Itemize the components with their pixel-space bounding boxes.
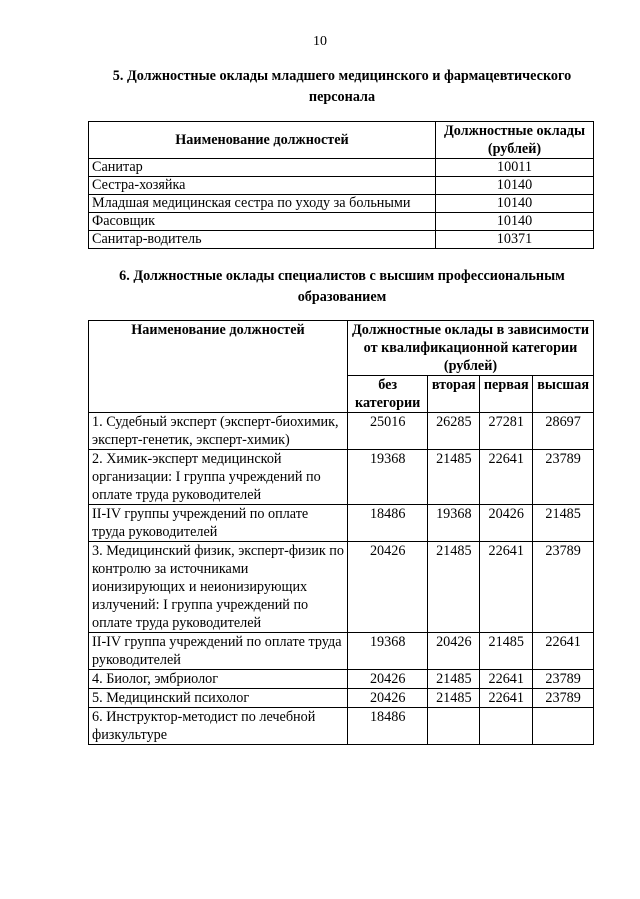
- salary-cell: 10011: [436, 159, 594, 177]
- salary-no-category-cell: 19368: [348, 633, 428, 670]
- position-name-cell: 1. Судебный эксперт (эксперт-биохимик, эксперт-генетик, эксперт-химик): [89, 413, 348, 450]
- table-row: [89, 450, 594, 505]
- section5-title: 5. Должностные оклады младшего медицинского и фармацевтического персонала: [112, 68, 572, 105]
- table-header-row: [89, 321, 594, 376]
- position-name-cell: 6. Инструктор-методист по лечебной физкультуре: [89, 708, 348, 745]
- salary-first-category-cell: 21485: [480, 633, 533, 670]
- salary-highest-category-cell: 21485: [533, 505, 594, 542]
- salary-second-category-cell: 20426: [428, 633, 480, 670]
- table-row: [89, 689, 594, 708]
- table-row: [89, 195, 594, 213]
- table-row: [89, 670, 594, 689]
- salary-no-category-cell: 20426: [348, 542, 428, 633]
- salary-first-category-cell: 27281: [480, 413, 533, 450]
- column-header-no-category: без категории: [348, 376, 428, 413]
- position-name-cell: Фасовщик: [89, 213, 436, 231]
- salary-second-category-cell: 21485: [428, 450, 480, 505]
- table-row: [89, 413, 594, 450]
- position-name-cell: II-IV группы учреждений по оплате труда руководителей: [89, 505, 348, 542]
- salary-highest-category-cell: 22641: [533, 633, 594, 670]
- column-header-salary: Должностные оклады в зависимости от квалификационной категории (рублей): [348, 321, 594, 376]
- salary-first-category-cell: 22641: [480, 542, 533, 633]
- salary-highest-category-cell: 23789: [533, 689, 594, 708]
- column-header-highest-category: высшая: [533, 376, 594, 413]
- salary-second-category-cell: 21485: [428, 542, 480, 633]
- table-row: [89, 708, 594, 745]
- salary-no-category-cell: 18486: [348, 708, 428, 745]
- table-row: [89, 177, 594, 195]
- junior-staff-salary-table: [88, 121, 594, 249]
- salary-second-category-cell: [428, 708, 480, 745]
- table-row: [89, 159, 594, 177]
- column-header-second-category: вторая: [428, 376, 480, 413]
- salary-cell: 10371: [436, 231, 594, 249]
- position-name-cell: II-IV группа учреждений по оплате труда руководителей: [89, 633, 348, 670]
- position-name-cell: 3. Медицинский физик, эксперт-физик по контролю за источниками ионизирующих и неионизирующих излучений: I группа учреждений по оплате труда руководителей: [89, 542, 348, 633]
- position-name-cell: 4. Биолог, эмбриолог: [89, 670, 348, 689]
- specialist-salary-table: [88, 320, 594, 745]
- salary-no-category-cell: 18486: [348, 505, 428, 542]
- salary-no-category-cell: 25016: [348, 413, 428, 450]
- table-row: [89, 213, 594, 231]
- page-number: 10: [313, 34, 327, 49]
- column-header-position: Наименование должностей: [89, 321, 348, 413]
- salary-first-category-cell: 22641: [480, 450, 533, 505]
- column-header-first-category: первая: [480, 376, 533, 413]
- column-header-position: Наименование должностей: [89, 122, 436, 159]
- salary-cell: 10140: [436, 213, 594, 231]
- position-name-cell: 2. Химик-эксперт медицинской организации: I группа учреждений по оплате труда руководителей: [89, 450, 348, 505]
- salary-first-category-cell: 22641: [480, 689, 533, 708]
- salary-highest-category-cell: 23789: [533, 670, 594, 689]
- salary-highest-category-cell: [533, 708, 594, 745]
- section6-title: 6. Должностные оклады специалистов с высшим профессиональным образованием: [119, 268, 565, 305]
- column-header-salary: Должностные оклады (рублей): [436, 122, 594, 159]
- salary-highest-category-cell: 23789: [533, 450, 594, 505]
- table-row: [89, 231, 594, 249]
- position-name-cell: Санитар-водитель: [89, 231, 436, 249]
- table-header-row: [89, 122, 594, 159]
- salary-first-category-cell: [480, 708, 533, 745]
- table-row: [89, 505, 594, 542]
- position-name-cell: 5. Медицинский психолог: [89, 689, 348, 708]
- salary-no-category-cell: 20426: [348, 689, 428, 708]
- salary-second-category-cell: 21485: [428, 689, 480, 708]
- position-name-cell: Младшая медицинская сестра по уходу за больными: [89, 195, 436, 213]
- salary-no-category-cell: 19368: [348, 450, 428, 505]
- salary-first-category-cell: 20426: [480, 505, 533, 542]
- salary-second-category-cell: 19368: [428, 505, 480, 542]
- salary-highest-category-cell: 23789: [533, 542, 594, 633]
- salary-second-category-cell: 21485: [428, 670, 480, 689]
- salary-no-category-cell: 20426: [348, 670, 428, 689]
- salary-cell: 10140: [436, 195, 594, 213]
- position-name-cell: Сестра-хозяйка: [89, 177, 436, 195]
- salary-highest-category-cell: 28697: [533, 413, 594, 450]
- table-row: [89, 633, 594, 670]
- table-row: [89, 542, 594, 633]
- position-name-cell: Санитар: [89, 159, 436, 177]
- salary-cell: 10140: [436, 177, 594, 195]
- salary-second-category-cell: 26285: [428, 413, 480, 450]
- salary-first-category-cell: 22641: [480, 670, 533, 689]
